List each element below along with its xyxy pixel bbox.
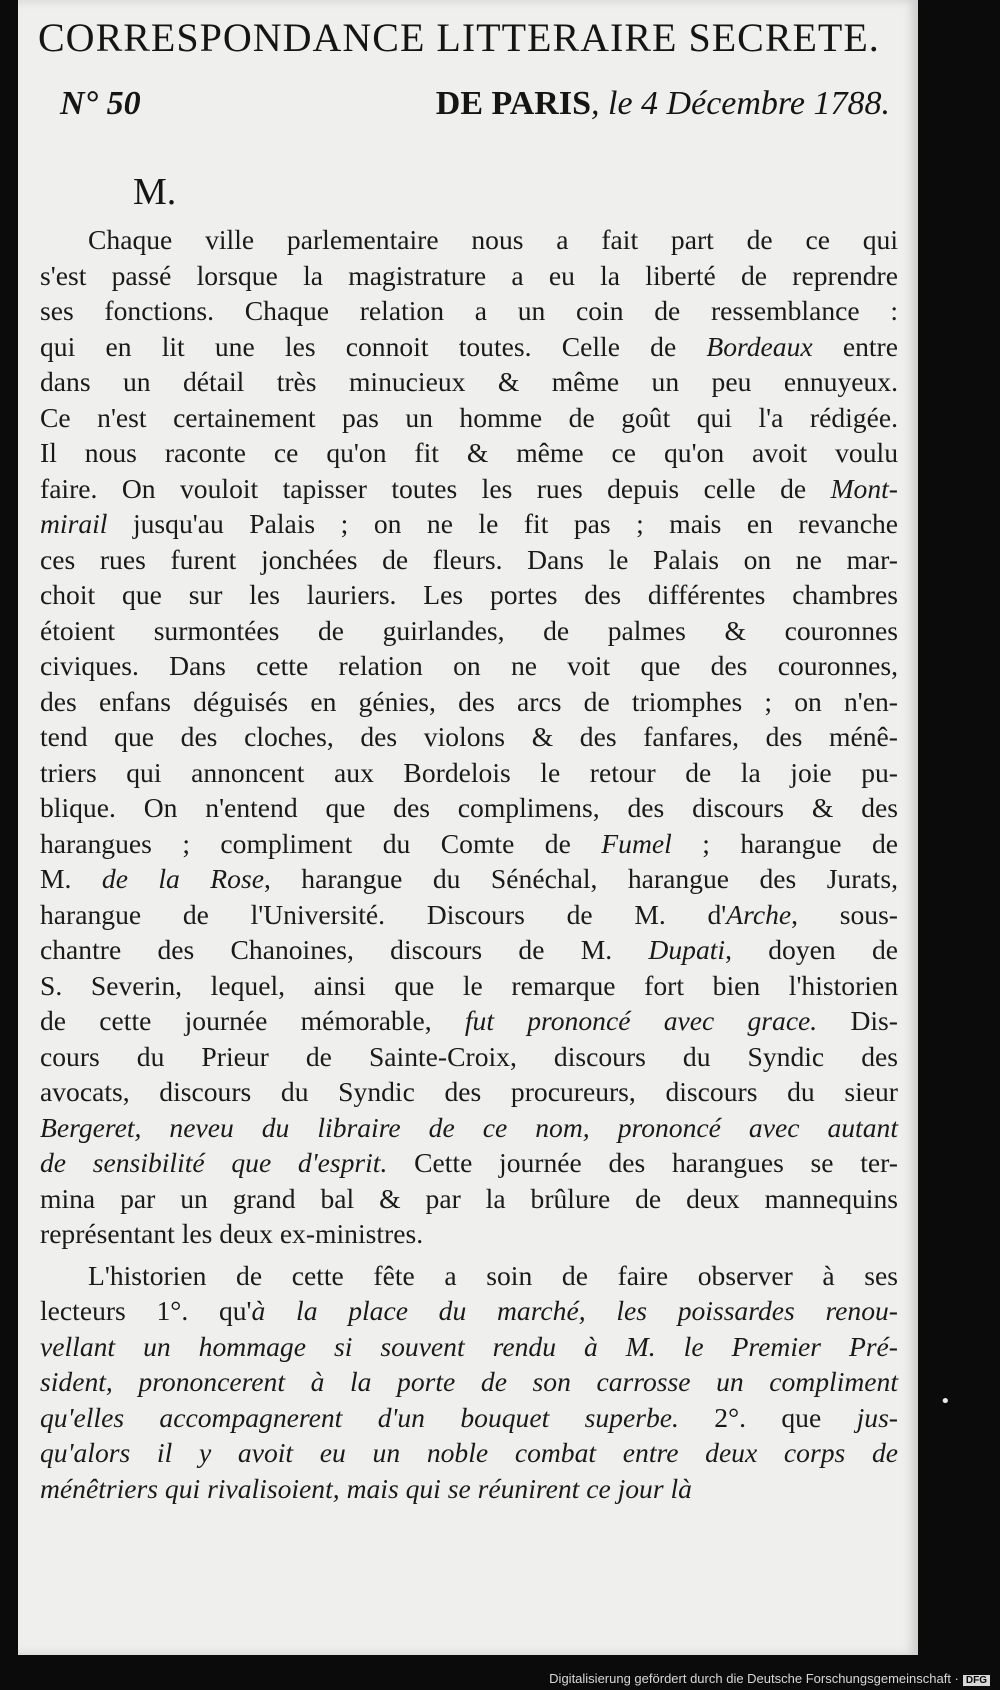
place-date (436, 85, 890, 123)
italic-text: qu'alors il y avoit eu un noble combat entre deux corps de (40, 1437, 898, 1468)
article-body (40, 222, 898, 1506)
text-line (40, 1039, 898, 1075)
text-run: tend que des cloches, des violons & des fanfares, des ménê- (40, 721, 898, 752)
text-line (40, 577, 898, 613)
text-line (40, 329, 898, 365)
issue-number: N° 50 (60, 85, 141, 122)
text-run: avocats, discours du Syndic des procureurs, discours du sieur (40, 1076, 898, 1107)
text-line (40, 648, 898, 684)
text-run: cours du Prieur de Sainte-Croix, discours du Syndic des (40, 1040, 898, 1072)
salutation: M. (133, 171, 177, 213)
italic-text: jus- (856, 1401, 898, 1433)
text-run: Dis- (817, 1005, 898, 1036)
text-run: triers qui annoncent aux Bordelois le retour de la joie pu- (40, 756, 898, 788)
text-line (40, 1258, 898, 1294)
text-line (40, 1329, 898, 1365)
italic-text: Bordeaux (706, 330, 813, 362)
text-line (40, 613, 898, 649)
text-line (40, 293, 898, 329)
text-line (40, 258, 898, 294)
place-name: DE PARIS (435, 85, 592, 122)
scanned-page (18, 0, 918, 1655)
text-line (40, 755, 898, 791)
italic-text: sident, prononcerent à la porte de son carrosse un compliment (40, 1366, 898, 1397)
text-line (40, 1364, 898, 1400)
text-run: étoient surmontées de guirlandes, de palmes & couronnes (40, 614, 898, 646)
text-run: faire. On vouloit tapisser toutes les rues depuis celle de (40, 472, 831, 504)
text-run: , doyen de (725, 934, 898, 965)
text-line (40, 222, 898, 258)
text-line (40, 826, 898, 862)
text-run: qui en lit une les connoit toutes. Celle de (40, 330, 707, 362)
text-line (40, 1003, 898, 1039)
text-run: , harangue du Sénéchal, harangue des Jurats, (263, 863, 898, 894)
italic-text: Dupati (648, 934, 726, 965)
text-line (40, 506, 898, 542)
date-text: , le 4 Décembre 1788. (591, 85, 890, 122)
text-line (40, 861, 898, 897)
italic-text: qu'elles accompagnerent d'un bouquet superbe. (40, 1401, 679, 1433)
text-line (40, 1435, 898, 1471)
text-line (40, 400, 898, 436)
italic-text: Fumel (601, 827, 672, 859)
dfg-logo: DFG (963, 1675, 990, 1686)
text-run: s'est passé lorsque la magistrature a eu la liberté de reprendre (40, 259, 898, 291)
text-run: représentant les deux ex-ministres. (40, 1218, 424, 1249)
text-run: S. Severin, lequel, ainsi que le remarque fort bien l'historien (40, 969, 898, 1001)
text-line (40, 435, 898, 471)
text-line (40, 1216, 898, 1252)
text-line (40, 932, 898, 968)
credit-text: Digitalisierung gefördert durch die Deutsche Forschungsgemeinschaft · (549, 1671, 959, 1686)
text-line (40, 897, 898, 933)
margin-dot: • (940, 1391, 951, 1412)
text-run: Chaque ville parlementaire nous a fait part de ce qui (88, 224, 898, 255)
text-run: L'historien de cette fête a soin de faire observer à ses (88, 1259, 898, 1291)
text-line (40, 364, 898, 400)
text-run: ses fonctions. Chaque relation a un coin de ressemblance : (40, 295, 898, 326)
text-run: mina par un grand bal & par la brûlure de deux mannequins (40, 1182, 898, 1214)
italic-text: ménêtriers qui rivalisoient, mais qui se réunirent ce jour là (40, 1472, 692, 1504)
text-line (40, 719, 898, 755)
digitization-credit (549, 1671, 990, 1686)
italic-text: Mont- (830, 472, 898, 504)
text-line (40, 1145, 898, 1181)
italic-text: mirail (40, 508, 108, 539)
italic-text: Bergeret, neveu du libraire de ce nom, prononcé avec autant (40, 1111, 898, 1143)
text-line (40, 1110, 898, 1146)
italic-text: de sensibilité que d'esprit. (40, 1147, 388, 1178)
italic-text: à la place du marché, les poissardes renou- (251, 1295, 898, 1326)
text-run: blique. On n'entend que des complimens, des discours & des (40, 792, 898, 823)
text-run: civiques. Dans cette relation on ne voit que des couronnes, (40, 650, 898, 681)
text-line (40, 790, 898, 826)
text-line (40, 471, 898, 507)
italic-text: vellant un hommage si souvent rendu à M. le Premier Pré- (40, 1330, 898, 1362)
paragraph (40, 1258, 898, 1507)
text-run: Cette journée des harangues se ter- (387, 1147, 898, 1178)
text-run: 2°. que (678, 1401, 857, 1433)
text-run: choit que sur les lauriers. Les portes des différentes chambres (40, 579, 898, 610)
text-run: ; harangue de (671, 827, 898, 859)
text-run: des enfans déguisés en génies, des arcs de triomphes ; on n'en- (40, 685, 898, 717)
text-run: Il nous raconte ce qu'on fit & même ce qu'on avoit voulu (40, 437, 898, 468)
text-line (40, 1400, 898, 1436)
text-line (40, 1181, 898, 1217)
text-line (40, 1471, 898, 1507)
text-line (40, 684, 898, 720)
text-run: ces rues furent jonchées de fleurs. Dans le Palais on ne mar- (40, 543, 898, 575)
text-run: dans un détail très minucieux & même un peu ennuyeux. (40, 366, 898, 397)
text-run: Ce n'est certainement pas un homme de goût qui l'a rédigée. (40, 401, 898, 433)
text-line (40, 968, 898, 1004)
text-line (40, 1293, 898, 1329)
text-line (40, 542, 898, 578)
text-run: harangue de l'Université. Discours de M. d' (40, 898, 727, 930)
text-run: de cette journée mémorable, (40, 1005, 465, 1036)
text-run: entre (812, 330, 898, 362)
journal-title: CORRESPONDANCE LITTERAIRE SECRETE. (38, 15, 880, 60)
text-run: jusqu'au Palais ; on ne le fit pas ; mais en revanche (107, 508, 898, 539)
paragraph (40, 222, 898, 1252)
text-run: chantre des Chanoines, discours de M. (40, 934, 649, 965)
text-run: M. (40, 863, 102, 894)
text-run: lecteurs 1°. qu' (40, 1295, 252, 1326)
italic-text: Arche (726, 898, 792, 930)
text-line (40, 1074, 898, 1110)
italic-text: de la Rose (101, 863, 264, 894)
text-run: , sous- (791, 898, 898, 930)
italic-text: fut prononcé avec grace. (464, 1005, 818, 1036)
text-run: harangues ; compliment du Comte de (40, 827, 602, 859)
